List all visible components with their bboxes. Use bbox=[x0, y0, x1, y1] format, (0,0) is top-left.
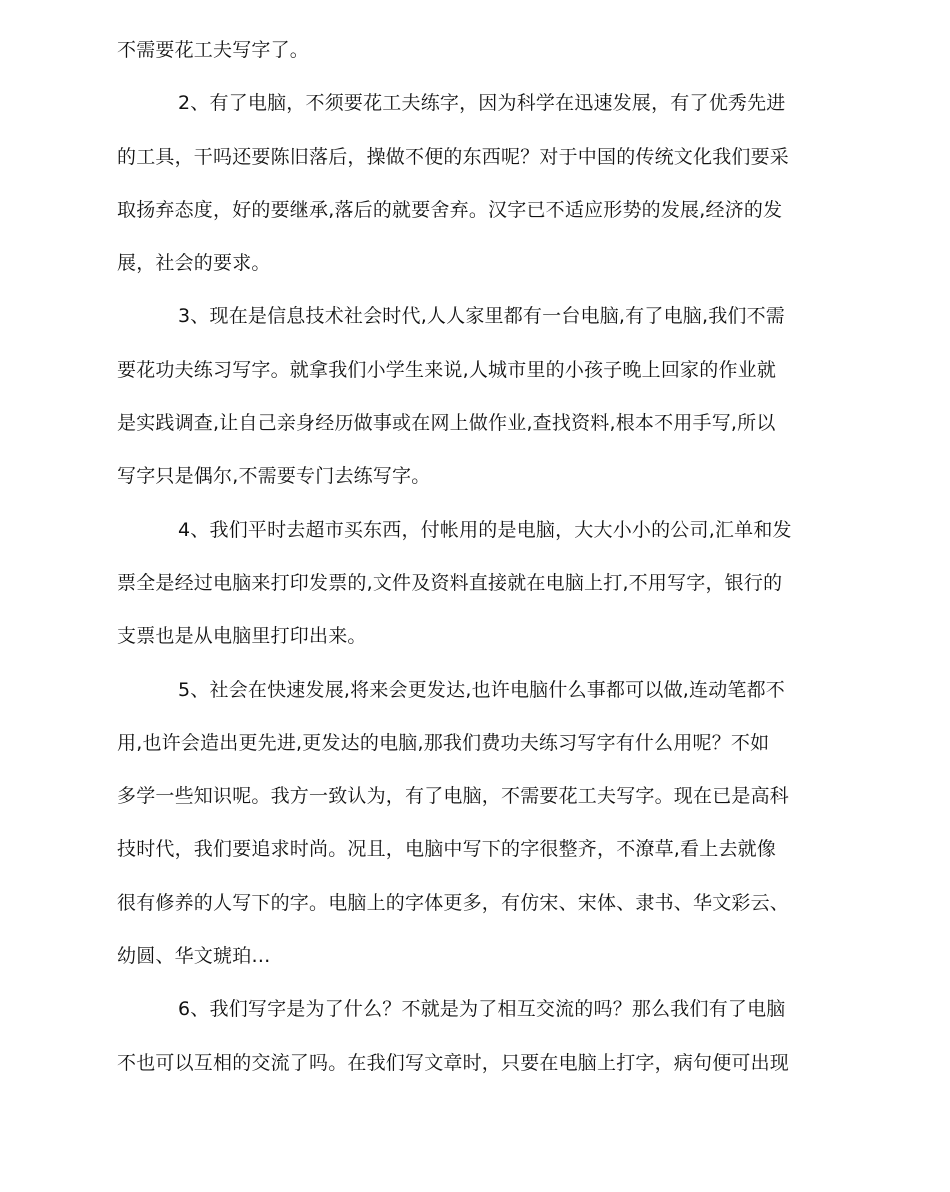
paragraph-5-line: 5、社会在快速发展,将来会更发达,也许电脑什么事都可以做,连动笔都不 bbox=[178, 678, 786, 701]
paragraph-2-line: 2、有了电脑，不须要花工夫练字，因为科学在迅速发展，有了优秀先进 bbox=[178, 92, 786, 115]
paragraph-3-line: 3、现在是信息技术社会时代,人人家里都有一台电脑,有了电脑,我们不需 bbox=[178, 305, 786, 328]
text-line: 展，社会的要求。 bbox=[117, 252, 271, 275]
text-line: 幼圆、华文琥珀… bbox=[117, 945, 271, 968]
paragraph-6-line: 6、我们写字是为了什么？不就是为了相互交流的吗？那么我们有了电脑 bbox=[178, 998, 786, 1021]
text-line: 取扬弃态度，好的要继承,落后的就要舍弃。汉字已不适应形势的发展,经济的发 bbox=[117, 198, 783, 221]
text-line: 多学一些知识呢。我方一致认为，有了电脑，不需要花工夫写字。现在已是高科 bbox=[117, 785, 790, 808]
document-body bbox=[117, 30, 832, 1096]
text-line: 票全是经过电脑来打印发票的,文件及资料直接就在电脑上打,不用写字，银行的 bbox=[117, 571, 783, 594]
text-line: 是实践调查,让自己亲身经历做事或在网上做作业,查找资料,根本不用手写,所以 bbox=[117, 412, 776, 435]
text-line: 技时代，我们要追求时尚。况且，电脑中写下的字很整齐，不潦草,看上去就像 bbox=[117, 838, 777, 861]
paragraph-4-line: 4、我们平时去超市买东西，付帐用的是电脑，大大小小的公司,汇单和发 bbox=[178, 518, 792, 541]
text-line: 支票也是从电脑里打印出来。 bbox=[117, 625, 367, 648]
text-line: 用,也许会造出更先进,更发达的电脑,那我们费功夫练习写字有什么用呢？不如 bbox=[117, 731, 770, 754]
text-line: 的工具，干吗还要陈旧落后，操做不便的东西呢？对于中国的传统文化我们要采 bbox=[117, 145, 790, 168]
text-line: 不需要花工夫写字了。 bbox=[117, 39, 310, 61]
text-line: 要花功夫练习写字。就拿我们小学生来说,人城市里的小孩子晚上回家的作业就 bbox=[117, 358, 777, 381]
text-line: 很有修养的人写下的字。电脑上的字体更多，有仿宋、宋体、隶书、华文彩云、 bbox=[117, 891, 790, 914]
text-line: 写字只是偶尔,不需要专门去练写字。 bbox=[117, 465, 431, 488]
text-line: 不也可以互相的交流了吗。在我们写文章时，只要在电脑上打字，病句便可出现 bbox=[117, 1051, 790, 1074]
